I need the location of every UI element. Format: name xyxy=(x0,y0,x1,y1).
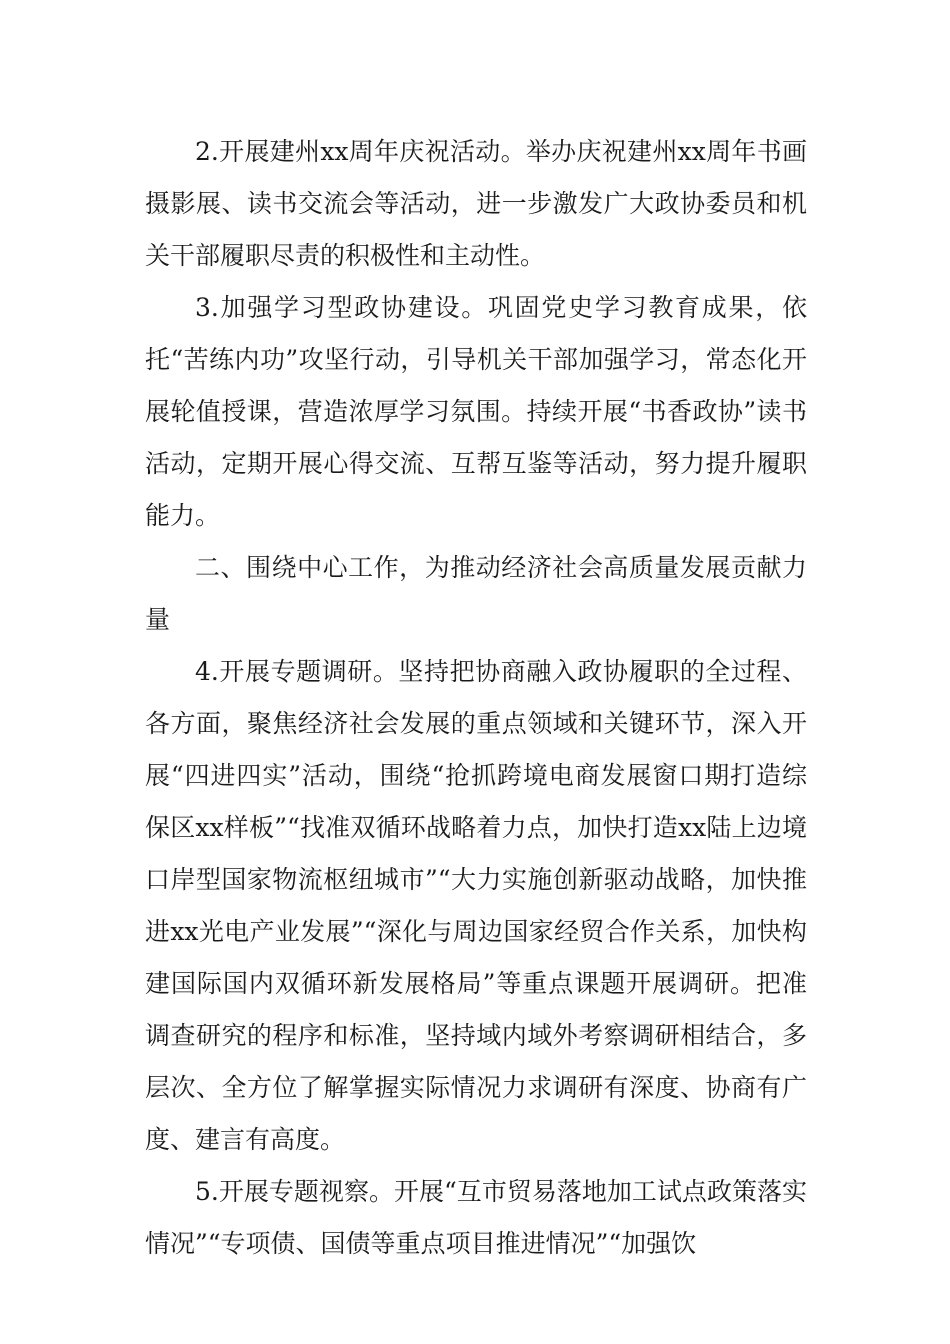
paragraph-celebration-activity: 2.开展建州xx周年庆祝活动。举办庆祝建州xx周年书画摄影展、读书交流会等活动，进一步激发广大政协委员和机关干部履职尽责的积极性和主动性。 xyxy=(145,137,807,270)
paragraph-learning-cppcc: 3.加强学习型政协建设。巩固党史学习教育成果，依托“苦练内功”攻坚行动，引导机关干部加强学习，常态化开展轮值授课，营造浓厚学习氛围。持续开展“书香政协”读书活动，定期开展心得交流、互帮互鉴等活动，努力提升履职能力。 xyxy=(145,293,807,530)
document-body xyxy=(145,126,807,1270)
paragraph-special-research: 4.开展专题调研。坚持把协商融入政协履职的全过程、各方面，聚焦经济社会发展的重点领域和关键环节，深入开展“四进四实”活动，围绕“抢抓跨境电商发展窗口期打造综保区xx样板”“找准双循环战略着力点，加快打造xx陆上边境口岸型国家物流枢纽城市”“大力实施创新驱动战略，加快推进xx光电产业发展”“深化与周边国家经贸合作关系，加快构建国际国内双循环新发展格局”等重点课题开展调研。把准调查研究的程序和标准，坚持域内域外考察调研相结合，多层次、全方位了解掌握实际情况力求调研有深度、协商有广度、建言有高度。 xyxy=(145,657,807,1154)
section-heading-central-work: 二、围绕中心工作，为推动经济社会高质量发展贡献力量 xyxy=(145,553,807,634)
paragraph-special-inspection: 5.开展专题视察。开展“互市贸易落地加工试点政策落实情况”“专项债、国债等重点项目推进情况”“加强饮 xyxy=(145,1177,807,1258)
